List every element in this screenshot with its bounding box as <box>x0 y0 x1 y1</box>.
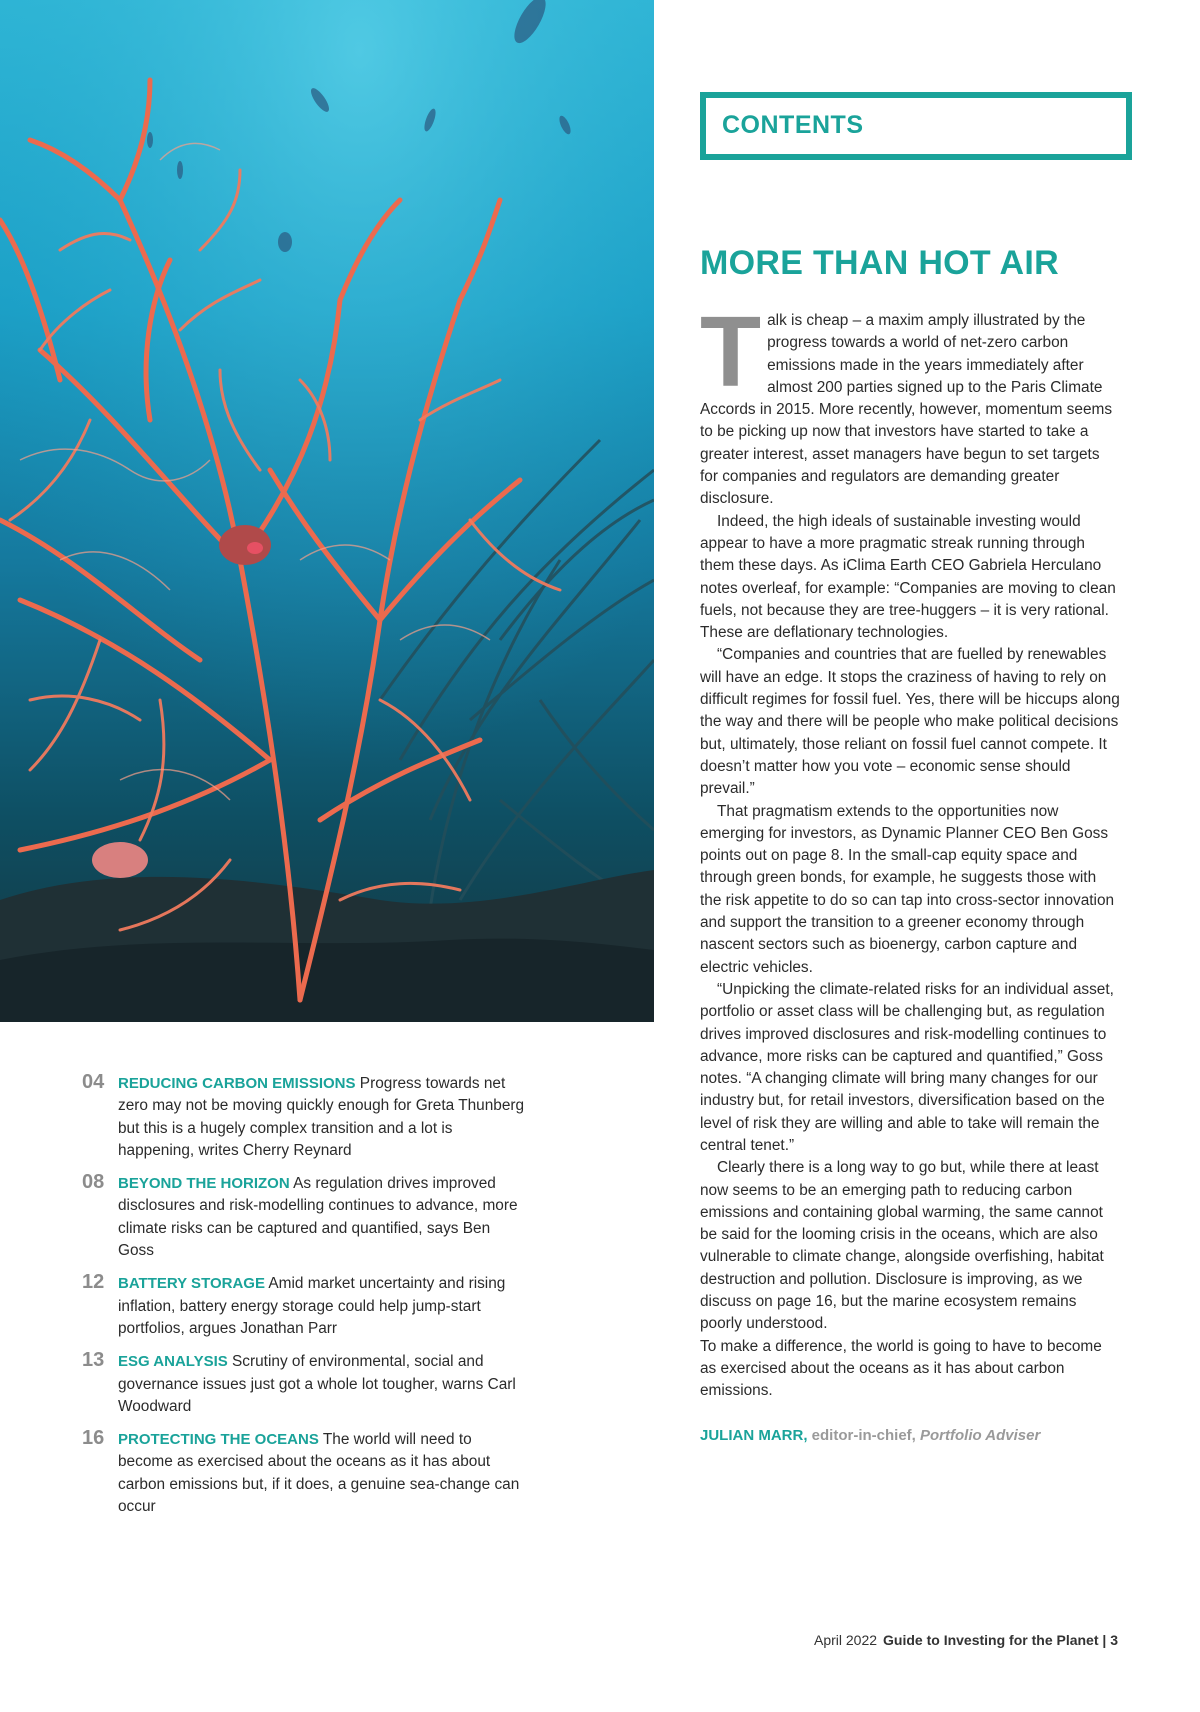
page-number: 13 <box>82 1349 105 1372</box>
publication-name: Portfolio Adviser <box>920 1427 1041 1444</box>
contents-item[interactable] <box>80 1429 530 1518</box>
editor-role: editor-in-chief, <box>807 1427 920 1444</box>
contents-header-box <box>700 92 1132 160</box>
contents-list <box>80 1073 530 1529</box>
contents-item-title: PROTECTING THE OCEANS <box>118 1431 319 1449</box>
article-paragraph: Indeed, the high ideals of sustainable investing would appear to have a more pragmatic streak running through them these days. As iClima Earth CEO Gabriela Herculano notes overleaf, for example: “Companies are moving to clean fuels, not because they are tree-huggers – it is very rational. These are deflationary technologies. <box>700 512 1116 642</box>
page-number: 08 <box>82 1171 105 1194</box>
sea-fan-illustration <box>0 0 654 1022</box>
cover-photo-sea-fan <box>0 0 654 1022</box>
issue-date: April 2022 <box>814 1632 878 1648</box>
page-number: 04 <box>82 1071 105 1093</box>
editor-name: JULIAN MARR, <box>700 1427 808 1444</box>
contents-item-summary: The world will need to become as exercised about the oceans as it has about carbon emissions but, if it does, a genuine sea-change can occur <box>118 1431 520 1516</box>
article-paragraph: To make a difference, the world is going to have to become as exercised about the oceans as it has about carbon emissions. <box>700 1337 1102 1400</box>
contents-item-title: BEYOND THE HORIZON <box>118 1175 290 1193</box>
editorial-headline: MORE THAN HOT AIR <box>700 244 1059 282</box>
contents-item-title: BATTERY STORAGE <box>118 1275 265 1293</box>
article-paragraph: That pragmatism extends to the opportunities now emerging for investors, as Dynamic Planner CEO Ben Goss points out on page 8. In the small-cap equity space and through green bonds, for example, he suggests those with the risk appetite to do so can tap into cross-sector innovation and support the transition to a greener economy through nascent sectors such as bioenergy, carbon capture and electric vehicles. <box>700 802 1115 976</box>
article-paragraph: Clearly there is a long way to go but, while there at least now seems to be an emerging path to reducing carbon emissions and containing global warming, the same cannot be said for the looming crisis in the oceans, which are also vulnerable to climate change, alongside overfishing, habitat destruction and pollution. Disclosure is improving, as we discuss on page 16, but the marine ecosystem remains poorly understood. <box>700 1159 1104 1333</box>
contents-item-summary: Scrutiny of environmental, social and governance issues just got a whole lot tougher, warns Carl Woodward <box>118 1353 516 1415</box>
contents-item-title: REDUCING CARBON EMISSIONS <box>118 1075 356 1092</box>
contents-item[interactable] <box>80 1351 530 1418</box>
editorial-body <box>700 296 1120 1403</box>
contents-label: CONTENTS <box>722 111 864 139</box>
article-paragraph: “Unpicking the climate-related risks for an individual asset, portfolio or asset class will be challenging but, as regulation drives improved disclosures and risk-modelling continues to advance, more risks can be captured and quantified,” Goss notes. “A changing climate will bring many changes for our industry but, for retail investors, diversification based on the level of risk they are willing and able to take will remain the central tenet.” <box>700 980 1114 1154</box>
contents-item-summary: Amid market uncertainty and rising inflation, battery energy storage could help jump-start portfolios, argues Jonathan Parr <box>118 1275 506 1337</box>
contents-item[interactable] <box>80 1073 530 1162</box>
article-paragraph: “Companies and countries that are fuelled by renewables will have an edge. It stops the craziness of having to rely on difficult regimes for fossil fuel. Yes, there will be hiccups along the way and there will be people who make political decisions but, ultimately, those reliant on fossil fuel cannot compete. It doesn’t matter how you vote – economic sense should prevail.” <box>700 646 1120 798</box>
drop-cap: T <box>700 296 762 408</box>
contents-item[interactable] <box>80 1173 530 1262</box>
article-paragraph: Talk is cheap – a maxim amply illustrated by the progress towards a world of net-zero carbon emissions made in the years immediately after almost 200 parties signed up to the Paris Climate Accords in 2015. More recently, however, momentum seems to be picking up now that investors have started to take a greater interest, asset managers have begun to set targets for companies and regulators are demanding greater disclosure. <box>700 296 1113 508</box>
contents-item-title: ESG ANALYSIS <box>118 1353 228 1371</box>
page-number: 16 <box>82 1427 105 1450</box>
contents-item-summary: Progress towards net zero may not be moving quickly enough for Greta Thunberg but this is a hugely complex transition and a lot is happening, writes Cherry Reynard <box>118 1075 525 1159</box>
editor-signature <box>700 1427 1040 1444</box>
page-number: 12 <box>82 1271 105 1294</box>
contents-item[interactable] <box>80 1273 530 1340</box>
contents-item-summary: As regulation drives improved disclosures and risk-modelling continues to advance, more climate risks can be captured and quantified, says Ben Goss <box>118 1175 518 1260</box>
footer-publication: Guide to Investing for the Planet | 3 <box>883 1632 1118 1648</box>
page-footer <box>814 1632 1118 1648</box>
